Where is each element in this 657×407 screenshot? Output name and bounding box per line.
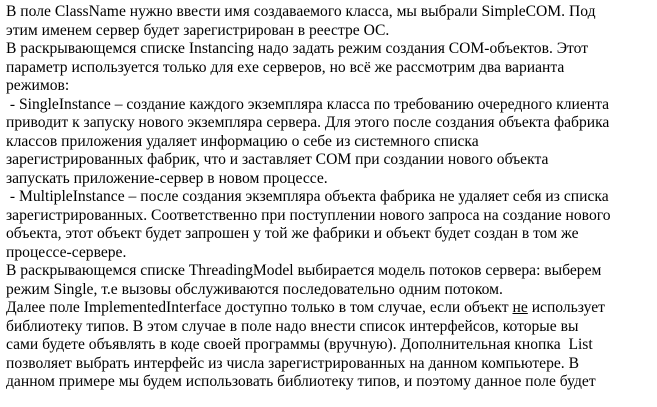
text-line: зарегистрированных. Соответственно при поступлении нового запроса на создание нового xyxy=(6,206,611,224)
text-line: этим именем сервер будет зарегистрирован в реестре ОС. xyxy=(6,21,390,39)
text-line: сами будете объявлять в коде своей программы (вручную). Дополнительная кнопка List xyxy=(6,336,593,353)
text-line: классов приложения удаляет информацию о себе из системного списка xyxy=(6,132,479,150)
paragraph-implemented-interface xyxy=(6,299,651,392)
text-line: приводит к запуску нового экземпляра сервера. Для этого после создания объекта фабрика xyxy=(6,114,610,131)
text-line xyxy=(6,299,651,318)
text-line: зарегистрированных фабрик, что и заставляет COM при создании нового объекта xyxy=(6,151,549,168)
paragraph-multiple-instance xyxy=(6,188,651,262)
paragraph-single-instance xyxy=(6,96,651,189)
text-line: объекта, этот объект будет запрошен у той же фабрики и объект будет создан в том же xyxy=(6,225,579,242)
text-line: В раскрывающемся списке Instancing надо задать режим создания COM-объектов. Этот xyxy=(6,40,589,57)
document-body xyxy=(6,3,651,392)
underlined-word: не xyxy=(512,299,528,316)
paragraph-classname xyxy=(6,3,651,40)
text-line: запускать приложение-сервер в новом процессе. xyxy=(6,169,328,187)
text-fragment: Далее поле ImplementedInterface доступно только в том случае, если объект xyxy=(6,299,513,316)
text-line: В раскрывающемся списке ThreadingModel выбирается модель потоков сервера: выберем xyxy=(6,262,602,279)
text-fragment: использует xyxy=(527,299,605,316)
text-line: параметр используется только для exe серверов, но всё же рассмотрим два варианта xyxy=(6,58,565,76)
text-line: данном примере мы будем использовать библиотеку типов, и поэтому данное поле будет xyxy=(6,373,596,390)
text-line: процессе-сервере. xyxy=(6,243,127,261)
text-line: В поле ClassName нужно ввести имя создаваемого класса, мы выбрали SimpleCOM. Под xyxy=(6,3,596,20)
text-line: - SingleInstance – создание каждого экземпляра класса по требованию очередного клиента xyxy=(6,95,610,113)
text-line: библиотеку типов. В этом случае в поле надо внести список интерфейсов, которые вы xyxy=(6,317,579,335)
text-line: позволяет выбрать интерфейс из числа зарегистрированных на данном компьютере. В xyxy=(6,354,580,372)
paragraph-instancing xyxy=(6,40,651,96)
text-line: режим Single, т.е вызовы обслуживаются последовательно одним потоком. xyxy=(6,280,503,298)
paragraph-threading-model xyxy=(6,262,651,299)
text-line: режимов: xyxy=(6,77,70,94)
text-line: - MultipleInstance – после создания экземпляра объекта фабрика не удаляет себя из списка xyxy=(6,188,609,205)
